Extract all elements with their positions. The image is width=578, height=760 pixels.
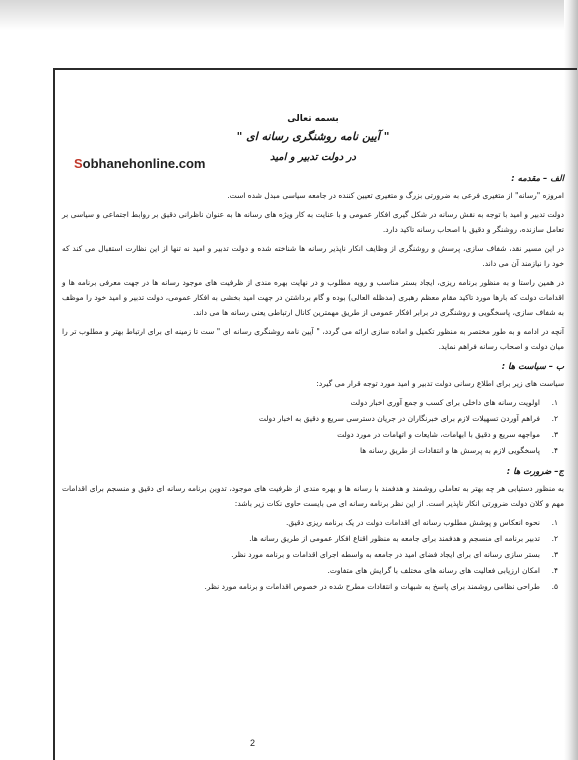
- list-item-text: پاسخگویی لازم به پرسش ها و انتقادات از طریق رسانه ها: [360, 446, 540, 455]
- list-item: [62, 515, 564, 531]
- page-number: 2: [250, 738, 256, 748]
- section-c-heading: ج– ضرورت ها :: [506, 467, 564, 477]
- list-item-number: ۲.: [551, 534, 558, 543]
- list-item-text: مواجهه سریع و دقیق با ابهامات، شایعات و اتهامات در مورد دولت: [337, 430, 540, 439]
- list-item-number: ۴.: [551, 566, 558, 575]
- watermark-text: obhanehonline.com: [82, 156, 206, 171]
- bismillah: بسمه تعالی: [287, 114, 339, 124]
- list-item-text: اولویت رسانه های داخلی برای کسب و جمع آوری اخبار دولت: [350, 398, 540, 407]
- section-a-heading: الف – مقدمه :: [511, 174, 564, 184]
- section-b-intro: سیاست های زیر برای اطلاع رسانی دولت تدبیر و امید مورد توجه قرار می گیرد:: [316, 379, 564, 388]
- document-page: [62, 72, 564, 752]
- list-item-text: بستر سازی رسانه ای برای ایجاد فضای امید در جامعه به واسطه اجرای اقدامات و برنامه مورد نظر.: [231, 550, 540, 559]
- list-item-number: ۳.: [551, 430, 558, 439]
- list-item: [62, 443, 564, 459]
- list-item-number: ۵.: [551, 582, 558, 591]
- section-b-list: [62, 395, 564, 459]
- list-item-number: ۱.: [551, 518, 558, 527]
- section-a-paragraph: در این مسیر نقد، شفاف سازی، پرسش و روشنگری از وظایف انکار ناپذیر رسانه ها شناخته شده و دولت تدبیر و امید نه تنها از این نظارت استقبال می کند که خود را نیازمند آن می داند.: [62, 244, 564, 268]
- list-item: [62, 395, 564, 411]
- section-a-paragraph: آنچه در ادامه و به طور مختصر به منظور تکمیل و اماده سازی ارائه می گردد، " آیین نامه روشنگری رسانه ای " ست تا زمینه ای برای ارتباط بهتر و مطلوب تر را میان دولت و اصحاب رسانه فراهم نماید.: [62, 327, 564, 351]
- list-item: [62, 427, 564, 443]
- list-item-text: امکان ارزیابی فعالیت های رسانه های مختلف با گرایش های متفاوت.: [327, 566, 540, 575]
- list-item: [62, 411, 564, 427]
- section-c-intro: به منظور دستیابی هر چه بهتر به تعاملی روشمند و هدفمند با رسانه ها و بهره مندی از ظرفیت های موجود، تدوین برنامه رسانه ای دقیق و منسجم برای اقدامات مهم و کلان دولت ضرورتی انکار ناپذیر است. از این نظر برنامه رسانه ای می بایست حاوی نکات زیر باشد:: [62, 484, 564, 508]
- list-item-text: نحوه انعکاس و پوشش مطلوب رسانه ای اقدامات دولت در یک برنامه ریزی دقیق.: [286, 518, 540, 527]
- section-b-heading: ب – سیاست ها :: [501, 362, 564, 372]
- section-a-paragraph: در همین راستا و به منظور برنامه ریزی، ایجاد بستر مناسب و رویه مطلوب و در نهایت بهره مندی از ظرفیت های موجود رسانه ها در جهت معرفی برنامه ها و اقدامات دولت که بارها مورد تاکید مقام معظم رهبری (مدظله العالی) بوده و گام برداشتن در جهت امید بخشی به افکار عمومی، دولت تدبیر و امید خود را موظف به شفاف سازی، پاسخگویی و روشنگری در برابر افکار عمومی از طریق مهمترین کانال ارتباطی یعنی رسانه ها می داند.: [62, 278, 564, 317]
- list-item: [62, 547, 564, 563]
- list-item-number: ۲.: [551, 414, 558, 423]
- section-a-paragraph: دولت تدبیر و امید با توجه به نقش رسانه در شکل گیری افکار عمومی و با عنایت به کار ویژه های رسانه ها به عنوان ناظرانی دقیق بر روابط اجتماعی و سیاسی بر تعامل سازنده، روشنگر و دقیق با اصحاب رسانه تاکید دارد.: [62, 210, 564, 234]
- list-item-number: ۴.: [551, 446, 558, 455]
- list-item-text: تدبیر برنامه ای منسجم و هدفمند برای جامعه به منظور اقناع افکار عمومی از طریق رسانه ها.: [249, 534, 540, 543]
- watermark-initial: S: [74, 156, 83, 171]
- section-c-list: [62, 515, 564, 595]
- list-item: [62, 563, 564, 579]
- list-item-text: فراهم آوردن تسهیلات لازم برای خبرنگاران در جریان دسترسی سریع و دقیق به اخبار دولت: [258, 414, 540, 423]
- document-title: " آیین نامه روشنگری رسانه ای ": [236, 130, 390, 143]
- list-item: [62, 579, 564, 595]
- scan-top-shadow: [0, 0, 578, 30]
- section-a-paragraph: امروزه "رسانه" از متغیری فرعی به ضرورتی بزرگ و متغیری تعیین کننده در جامعه سیاسی مبدل شده است.: [227, 191, 564, 200]
- list-item: [62, 531, 564, 547]
- document-header: [62, 112, 564, 166]
- document-subtitle: در دولت تدبیر و امید: [270, 152, 356, 163]
- list-item-number: ۳.: [551, 550, 558, 559]
- list-item-number: ۱.: [551, 398, 558, 407]
- list-item-text: طراحی نظامی روشمند برای پاسخ به شبهات و انتقادات مطرح شده در خصوص اقدامات و برنامه مورد نظر.: [204, 582, 540, 591]
